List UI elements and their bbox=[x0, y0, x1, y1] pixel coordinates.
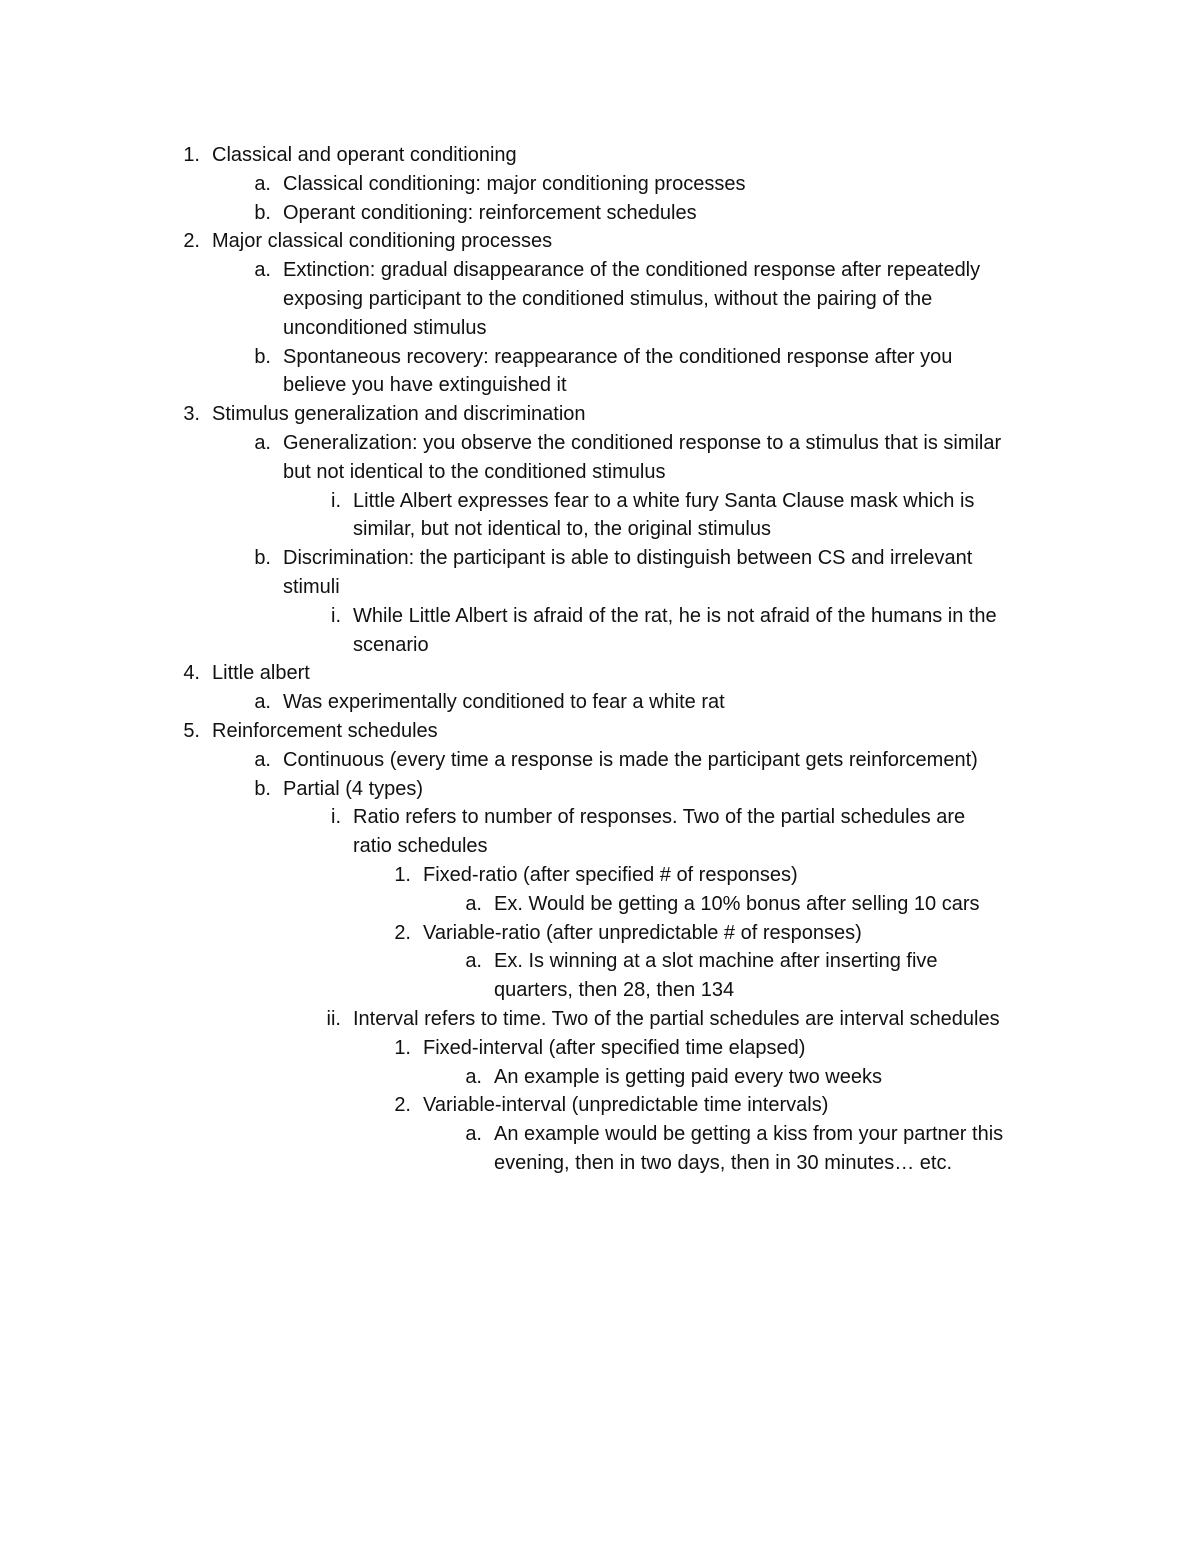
outline-item bbox=[0, 141, 1130, 170]
outline-item-line: Stimulus generalization and discrimination bbox=[212, 403, 586, 426]
list-marker: i. bbox=[331, 604, 341, 627]
outline-item-line: Classical and operant conditioning bbox=[212, 144, 517, 166]
outline-item-line: An example is getting paid every two weeks bbox=[494, 1065, 882, 1088]
outline-item-line: Generalization: you observe the conditioned response to a stimulus that is similar bbox=[283, 431, 1002, 454]
outline-item-line: Partial (4 types) bbox=[283, 777, 424, 800]
list-marker: 5. bbox=[183, 719, 200, 742]
list-marker: a. bbox=[254, 691, 271, 714]
outline-item bbox=[0, 803, 1130, 861]
outline-item bbox=[0, 199, 1130, 228]
list-marker: b. bbox=[254, 777, 271, 800]
outline-item-line: quarters, then 28, then 134 bbox=[494, 979, 735, 1002]
outline-item-line: Continuous (every time a response is made the participant gets reinforcement) bbox=[283, 748, 978, 771]
outline-item-line: unconditioned stimulus bbox=[283, 316, 487, 339]
outline-item bbox=[0, 1034, 1130, 1063]
outline-item-line: Little albert bbox=[212, 662, 310, 685]
outline-item-line: Fixed-ratio (after specified # of responses) bbox=[423, 863, 798, 886]
list-marker: a. bbox=[465, 1065, 482, 1088]
list-marker: 4. bbox=[183, 662, 200, 685]
outline-item bbox=[0, 1005, 1130, 1034]
outline-item-line: stimuli bbox=[283, 575, 340, 598]
outline-item bbox=[0, 1091, 1130, 1120]
list-marker: i. bbox=[331, 806, 341, 829]
outline-item bbox=[0, 400, 1130, 429]
outline-item-line: Operant conditioning: reinforcement schedules bbox=[283, 201, 697, 224]
list-marker: a. bbox=[254, 172, 271, 195]
outline-item-line: Reinforcement schedules bbox=[212, 719, 438, 742]
outline-item bbox=[0, 256, 1130, 342]
outline-item-line: Variable-ratio (after unpredictable # of responses) bbox=[423, 921, 862, 944]
outline-item bbox=[0, 602, 1130, 660]
outline-item-line: believe you have extinguished it bbox=[283, 374, 567, 397]
outline-item bbox=[0, 1063, 1130, 1092]
outline-item bbox=[0, 227, 1130, 256]
outline-item-line: but not identical to the conditioned stimulus bbox=[283, 460, 666, 483]
list-marker: 3. bbox=[183, 403, 200, 426]
list-marker: b. bbox=[254, 547, 271, 570]
outline-item bbox=[0, 890, 1130, 919]
outline-item-line: Major classical conditioning processes bbox=[212, 230, 553, 253]
outline-item bbox=[0, 861, 1130, 890]
outline-item-line: ratio schedules bbox=[353, 835, 488, 858]
document-outline bbox=[0, 141, 1200, 1178]
outline-item bbox=[0, 717, 1130, 746]
outline-item-line: similar, but not identical to, the original stimulus bbox=[353, 518, 771, 541]
list-marker: ii. bbox=[326, 1007, 341, 1030]
list-marker: 2. bbox=[394, 1094, 411, 1117]
outline-item bbox=[0, 1120, 1130, 1178]
outline-item-line: Fixed-interval (after specified time elapsed) bbox=[423, 1036, 806, 1059]
list-marker: i. bbox=[331, 489, 341, 512]
outline-item bbox=[0, 429, 1130, 487]
outline-item-line: An example would be getting a kiss from your partner this bbox=[494, 1123, 1004, 1146]
outline-item-line: Extinction: gradual disappearance of the conditioned response after repeatedly bbox=[283, 259, 981, 282]
outline-item bbox=[0, 170, 1130, 199]
list-marker: b. bbox=[254, 201, 271, 224]
outline-item-line: Spontaneous recovery: reappearance of the conditioned response after you bbox=[283, 345, 953, 368]
outline-item bbox=[0, 775, 1130, 804]
outline-item bbox=[0, 947, 1130, 1005]
outline-item-line: Little Albert expresses fear to a white fury Santa Clause mask which is bbox=[353, 489, 975, 512]
list-marker: a. bbox=[465, 1123, 482, 1146]
outline-item-line: Ex. Is winning at a slot machine after inserting five bbox=[494, 950, 938, 973]
outline-item-line: scenario bbox=[353, 633, 429, 656]
outline-item-line: Interval refers to time. Two of the partial schedules are interval schedules bbox=[353, 1007, 1000, 1030]
outline-item-line: Ex. Would be getting a 10% bonus after selling 10 cars bbox=[494, 892, 980, 915]
outline-item-line: Variable-interval (unpredictable time intervals) bbox=[423, 1094, 829, 1117]
outline-item bbox=[0, 544, 1130, 602]
list-marker: 1. bbox=[394, 1036, 411, 1059]
list-marker: a. bbox=[465, 950, 482, 973]
outline-item-line: Was experimentally conditioned to fear a white rat bbox=[283, 691, 725, 714]
outline-item bbox=[0, 746, 1130, 775]
outline-item-line: evening, then in two days, then in 30 minutes… etc. bbox=[494, 1151, 953, 1174]
outline-item bbox=[0, 487, 1130, 545]
outline-item bbox=[0, 919, 1130, 948]
list-marker: a. bbox=[254, 431, 271, 454]
outline-item-line: exposing participant to the conditioned stimulus, without the pairing of the bbox=[283, 287, 933, 310]
outline-item bbox=[0, 688, 1130, 717]
list-marker: 1. bbox=[394, 863, 411, 886]
list-marker: 1. bbox=[183, 144, 200, 166]
outline-item-line: Discrimination: the participant is able to distinguish between CS and irrelevant bbox=[283, 547, 973, 570]
outline-item-line: Classical conditioning: major conditioning processes bbox=[283, 172, 746, 195]
list-marker: 2. bbox=[183, 230, 200, 253]
list-marker: 2. bbox=[394, 921, 411, 944]
list-marker: a. bbox=[465, 892, 482, 915]
outline-item bbox=[0, 659, 1130, 688]
outline-item-line: Ratio refers to number of responses. Two of the partial schedules are bbox=[353, 806, 966, 829]
list-marker: a. bbox=[254, 259, 271, 282]
list-marker: b. bbox=[254, 345, 271, 368]
outline-item bbox=[0, 343, 1130, 401]
list-marker: a. bbox=[254, 748, 271, 771]
outline-item-line: While Little Albert is afraid of the rat, he is not afraid of the humans in the bbox=[353, 604, 997, 627]
